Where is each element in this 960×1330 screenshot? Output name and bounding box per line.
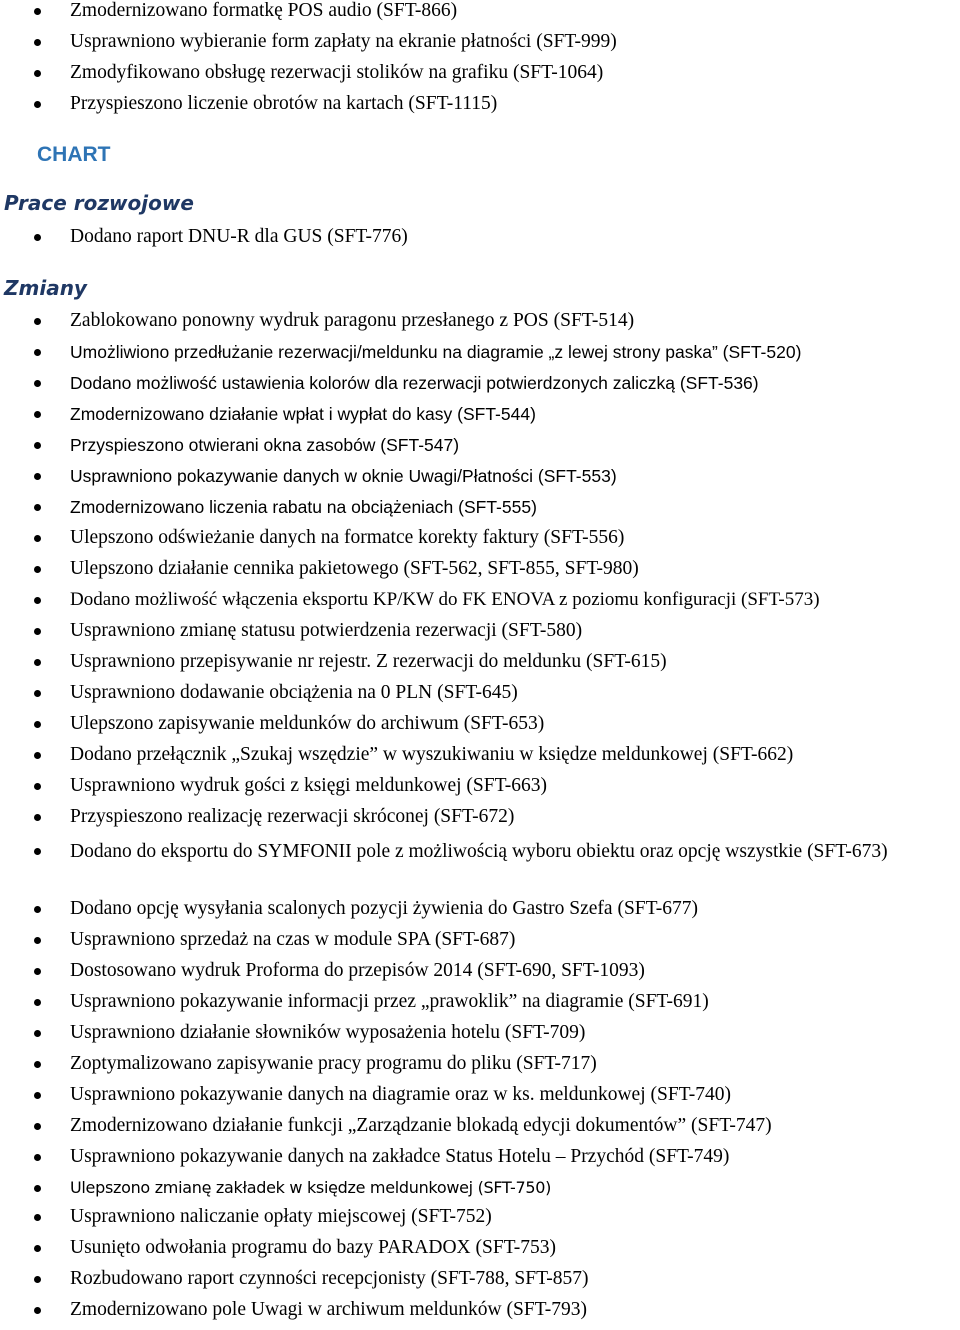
list-item: Usprawniono naliczanie opłaty miejscowej (SFT-752) [0, 1206, 960, 1237]
list-item: Zoptymalizowano zapisywanie pracy programu do pliku (SFT-717) [0, 1053, 960, 1084]
bullet-icon [34, 1061, 41, 1068]
bullet-icon [34, 318, 41, 325]
bullet-icon [34, 999, 41, 1006]
prace-list [0, 226, 960, 257]
list-item: Usprawniono pokazywanie danych na zakładce Status Hotelu – Przychód (SFT-749) [0, 1146, 960, 1177]
bullet-icon [34, 504, 41, 511]
bullet-icon [34, 566, 41, 573]
bullet-icon [34, 628, 41, 635]
list-item: Przyspieszono otwierani okna zasobów (SFT-547) [0, 434, 960, 465]
list-item: Dodano raport DNU-R dla GUS (SFT-776) [0, 226, 960, 257]
subheading-prace-rozwojowe: Prace rozwojowe [4, 191, 194, 215]
list-item: Dodano możliwość włączenia eksportu KP/KW do FK ENOVA z poziomu konfiguracji (SFT-573) [0, 589, 960, 620]
list-item: Usprawniono przepisywanie nr rejestr. Z rezerwacji do meldunku (SFT-615) [0, 651, 960, 682]
bullet-icon [34, 1214, 41, 1221]
list-item: Usprawniono pokazywanie danych na diagramie oraz w ks. meldunkowej (SFT-740) [0, 1084, 960, 1115]
list-item: Ulepszono działanie cennika pakietowego (SFT-562, SFT-855, SFT-980) [0, 558, 960, 589]
bullet-icon [34, 937, 41, 944]
list-item: Zablokowano ponowny wydruk paragonu przesłanego z POS (SFT-514) [0, 310, 960, 341]
list-item: Ulepszono odświeżanie danych na formatce korekty faktury (SFT-556) [0, 527, 960, 558]
list-item: Usunięto odwołania programu do bazy PARADOX (SFT-753) [0, 1237, 960, 1268]
subheading-zmiany: Zmiany [4, 276, 87, 300]
list-item: Usprawniono pokazywanie informacji przez „prawoklik” na diagramie (SFT-691) [0, 991, 960, 1022]
bullet-icon [34, 473, 41, 480]
list-item: Dodano przełącznik „Szukaj wszędzie” w wyszukiwaniu w księdze meldunkowej (SFT-662) [0, 744, 960, 775]
list-item: Zmodernizowano formatkę POS audio (SFT-866) [0, 0, 960, 31]
bullet-icon [34, 442, 41, 449]
list-item: Przyspieszono realizację rezerwacji skróconej (SFT-672) [0, 806, 960, 837]
list-item: Zmodernizowano działanie wpłat i wypłat do kasy (SFT-544) [0, 403, 960, 434]
bullet-icon [34, 1030, 41, 1037]
bullet-icon [34, 411, 41, 418]
bullet-icon [34, 1307, 41, 1314]
bullet-icon [34, 1123, 41, 1130]
bullet-icon [34, 690, 41, 697]
section-heading-chart: CHART [37, 143, 111, 166]
list-item: Zmodyfikowano obsługę rezerwacji stolików na grafiku (SFT-1064) [0, 62, 960, 93]
bullet-icon [34, 234, 41, 241]
list-item: Usprawniono wydruk gości z księgi meldunkowej (SFT-663) [0, 775, 960, 806]
bullet-icon [34, 1185, 41, 1192]
list-item: Dodano możliwość ustawienia kolorów dla rezerwacji potwierdzonych zaliczką (SFT-536) [0, 372, 960, 403]
list-item: Dodano opcję wysyłania scalonych pozycji żywienia do Gastro Szefa (SFT-677) [0, 898, 960, 929]
bullet-icon [34, 101, 41, 108]
bullet-icon [34, 659, 41, 666]
list-item: Usprawniono dodawanie obciążenia na 0 PLN (SFT-645) [0, 682, 960, 713]
bullet-icon [34, 349, 41, 356]
list-item: Ulepszono zapisywanie meldunków do archiwum (SFT-653) [0, 713, 960, 744]
zmiany-list [0, 310, 960, 1330]
bullet-icon [34, 783, 41, 790]
bullet-icon [34, 8, 41, 15]
bullet-icon [34, 1276, 41, 1283]
list-item: Zmodernizowano działanie funkcji „Zarządzanie blokadą edycji dokumentów” (SFT-747) [0, 1115, 960, 1146]
bullet-icon [34, 380, 41, 387]
list-item: Usprawniono zmianę statusu potwierdzenia rezerwacji (SFT-580) [0, 620, 960, 651]
list-item: Rozbudowano raport czynności recepcjonisty (SFT-788, SFT-857) [0, 1268, 960, 1299]
bullet-icon [34, 70, 41, 77]
bullet-icon [34, 906, 41, 913]
bullet-icon [34, 535, 41, 542]
list-item: Zmodernizowano pole Uwagi w archiwum meldunków (SFT-793) [0, 1299, 960, 1330]
bullet-icon [34, 1092, 41, 1099]
bullet-icon [34, 721, 41, 728]
list-item: Usprawniono wybieranie form zapłaty na ekranie płatności (SFT-999) [0, 31, 960, 62]
bullet-icon [34, 968, 41, 975]
list-item: Usprawniono pokazywanie danych w oknie Uwagi/Płatności (SFT-553) [0, 465, 960, 496]
bullet-icon [34, 39, 41, 46]
list-item: Dostosowano wydruk Proforma do przepisów 2014 (SFT-690, SFT-1093) [0, 960, 960, 991]
bullet-icon [34, 1154, 41, 1161]
list-item: Usprawniono działanie słowników wyposażenia hotelu (SFT-709) [0, 1022, 960, 1053]
top-list [0, 0, 960, 124]
bullet-icon [34, 597, 41, 604]
list-item: Ulepszono zmianę zakładek w księdze meldunkowej (SFT-750) [0, 1177, 960, 1206]
bullet-icon [34, 814, 41, 821]
list-item: Usprawniono sprzedaż na czas w module SPA (SFT-687) [0, 929, 960, 960]
bullet-icon [34, 752, 41, 759]
list-item: Umożliwiono przedłużanie rezerwacji/meldunku na diagramie „z lewej strony paska” (SFT-520) [0, 341, 960, 372]
list-item: Zmodernizowano liczenia rabatu na obciążeniach (SFT-555) [0, 496, 960, 527]
list-item: Przyspieszono liczenie obrotów na kartach (SFT-1115) [0, 93, 960, 124]
bullet-icon [34, 1245, 41, 1252]
list-item: Dodano do eksportu do SYMFONII pole z możliwością wyboru obiektu oraz opcję wszystkie (SFT-673) [0, 837, 950, 898]
bullet-icon [34, 848, 41, 855]
